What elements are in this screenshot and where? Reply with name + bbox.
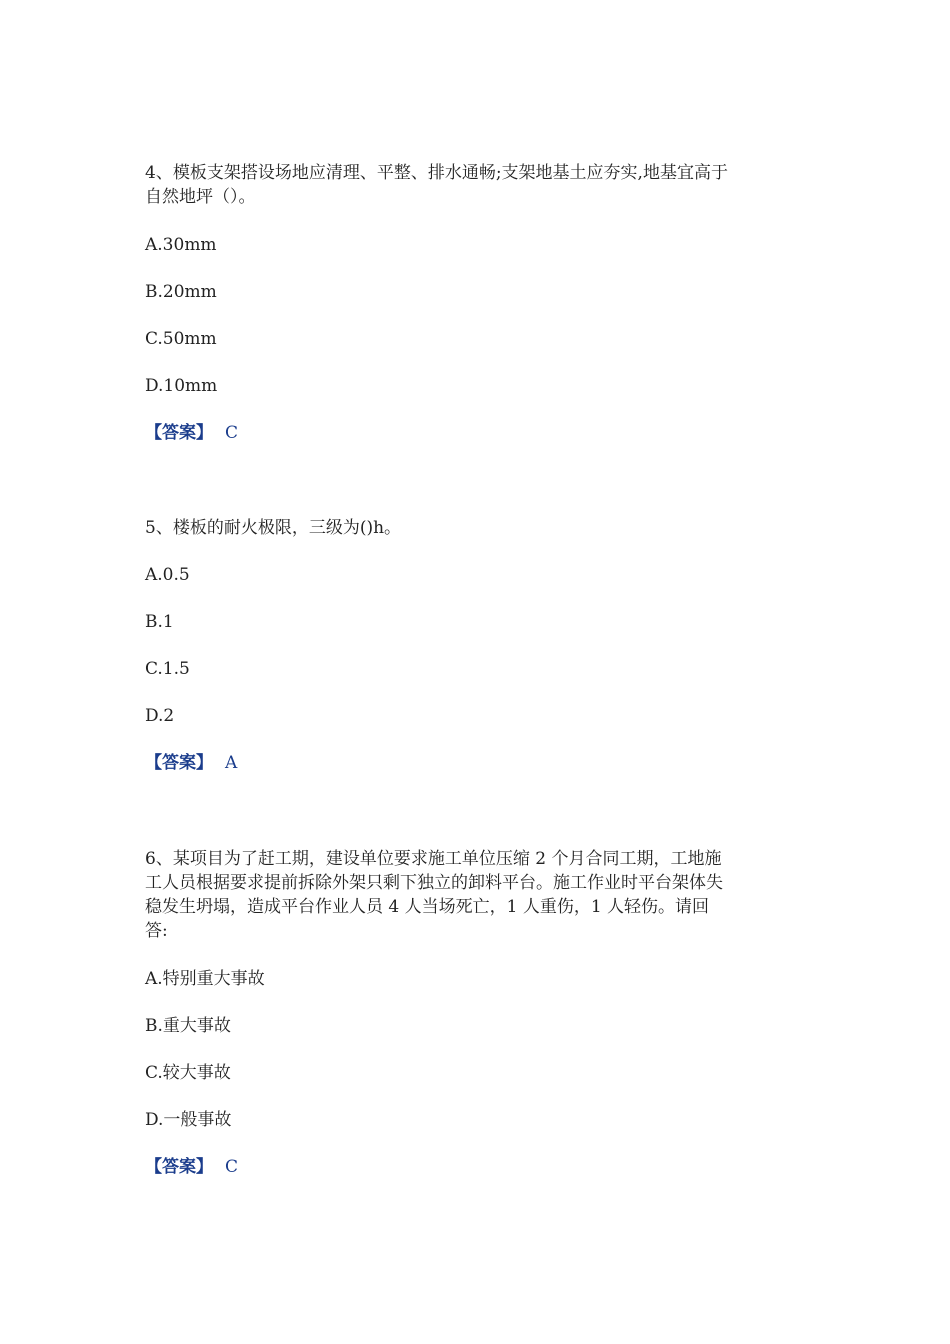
answer-row (145, 422, 238, 445)
answer-value: C (225, 423, 239, 443)
option-b: B.1 (145, 612, 174, 632)
option-c: C.50mm (145, 329, 217, 349)
option-b: B.重大事故 (145, 1016, 231, 1036)
option-a: A.0.5 (145, 565, 190, 585)
question-stem-line: 稳发生坍塌，造成平台作业人员 4 人当场死亡，1 人重伤，1 人轻伤。请回 (145, 897, 710, 917)
question-stem-line: 答: (145, 921, 168, 941)
option-c: C.1.5 (145, 659, 190, 679)
question-stem-line: 5、楼板的耐火极限，三级为()h。 (145, 518, 402, 538)
answer-row (145, 752, 237, 775)
answer-label: 【答案】 (145, 423, 213, 443)
option-a: A.30mm (145, 235, 217, 255)
question-stem-line: 自然地坪（）。 (145, 187, 256, 207)
option-b: B.20mm (145, 282, 217, 302)
question-stem-line: 6、某项目为了赶工期，建设单位要求施工单位压缩 2 个月合同工期，工地施 (145, 849, 722, 869)
answer-value: C (225, 1157, 239, 1177)
answer-label: 【答案】 (145, 1157, 213, 1177)
option-d: D.2 (145, 706, 175, 726)
answer-value: A (225, 753, 238, 773)
answer-row (145, 1156, 238, 1179)
option-d: D.10mm (145, 376, 218, 396)
answer-label: 【答案】 (145, 753, 213, 773)
option-d: D.一般事故 (145, 1110, 232, 1130)
option-a: A.特别重大事故 (145, 969, 265, 989)
option-c: C.较大事故 (145, 1063, 231, 1083)
question-stem-line: 4、模板支架搭设场地应清理、平整、排水通畅;支架地基土应夯实,地基宜高于 (145, 163, 728, 183)
question-stem-line: 工人员根据要求提前拆除外架只剩下独立的卸料平台。施工作业时平台架体失 (145, 873, 723, 893)
